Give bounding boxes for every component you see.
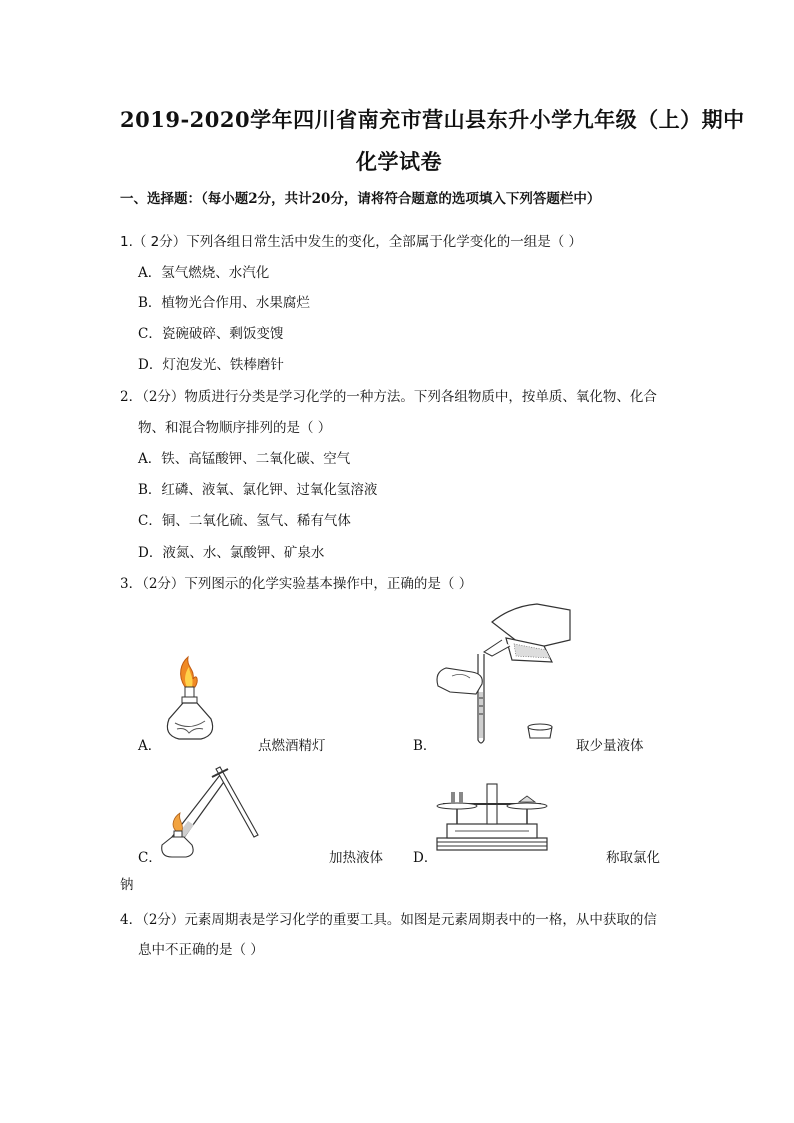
- question-3-stem: 3．（2分）下列图示的化学实验基本操作中，正确的是（ ）: [120, 576, 473, 592]
- question-3-option-d-caption-cont: 钠: [120, 877, 134, 893]
- question-1-option-a: A．氢气燃烧、水汽化: [138, 265, 270, 281]
- balance-scale-figure: [433, 780, 553, 860]
- question-2-stem-line2: 物、和混合物顺序排列的是（ ）: [138, 420, 332, 436]
- question-3-option-c-letter: C．: [138, 850, 162, 866]
- question-3-option-c-caption: 加热液体: [329, 850, 383, 866]
- alcohol-lamp-lighting-figure: [155, 655, 225, 745]
- question-2-option-d: D．液氮、水、氯酸钾、矿泉水: [138, 545, 325, 561]
- question-2-option-a: A．铁、高锰酸钾、二氧化碳、空气: [138, 451, 351, 467]
- question-1-option-d: D．灯泡发光、铁棒磨针: [138, 357, 284, 373]
- question-1-option-c: C．瓷碗破碎、剩饭变馊: [138, 326, 284, 342]
- question-4-stem-line2: 息中不正确的是（ ）: [138, 942, 264, 958]
- question-3-option-b-caption: 取少量液体: [576, 738, 644, 754]
- heating-liquid-figure: [158, 765, 268, 860]
- section-header: 一、选择题：（每小题2分，共计20分，请将符合题意的选项填入下列答题栏中）: [120, 191, 601, 207]
- question-3-option-a-letter: A．: [138, 738, 162, 754]
- question-3-option-d-caption: 称取氯化: [606, 850, 660, 866]
- pouring-liquid-figure: [432, 602, 572, 747]
- page-title-line2: 化学试卷: [356, 149, 442, 174]
- question-1-option-b: B．植物光合作用、水果腐烂: [138, 295, 310, 311]
- page-title-line1: 2019-2020学年四川省南充市营山县东升小学九年级（上）期中: [120, 107, 745, 132]
- question-2-stem-line1: 2．（2分）物质进行分类是学习化学的一种方法。下列各组物质中，按单质、氧化物、化合: [120, 389, 657, 405]
- question-3-option-a-caption: 点燃酒精灯: [258, 738, 326, 754]
- question-1-stem: 1.（ 2分）下列各组日常生活中发生的变化，全部属于化学变化的一组是（ ）: [120, 234, 583, 250]
- question-2-option-b: B．红磷、液氧、氯化钾、过氧化氢溶液: [138, 482, 378, 498]
- question-3-option-b-letter: B．: [413, 738, 437, 754]
- question-3-option-d-letter: D．: [413, 850, 438, 866]
- question-4-stem-line1: 4．（2分）元素周期表是学习化学的重要工具。如图是元素周期表中的一格，从中获取的信: [120, 912, 657, 928]
- question-2-option-c: C．铜、二氧化硫、氢气、稀有气体: [138, 513, 351, 529]
